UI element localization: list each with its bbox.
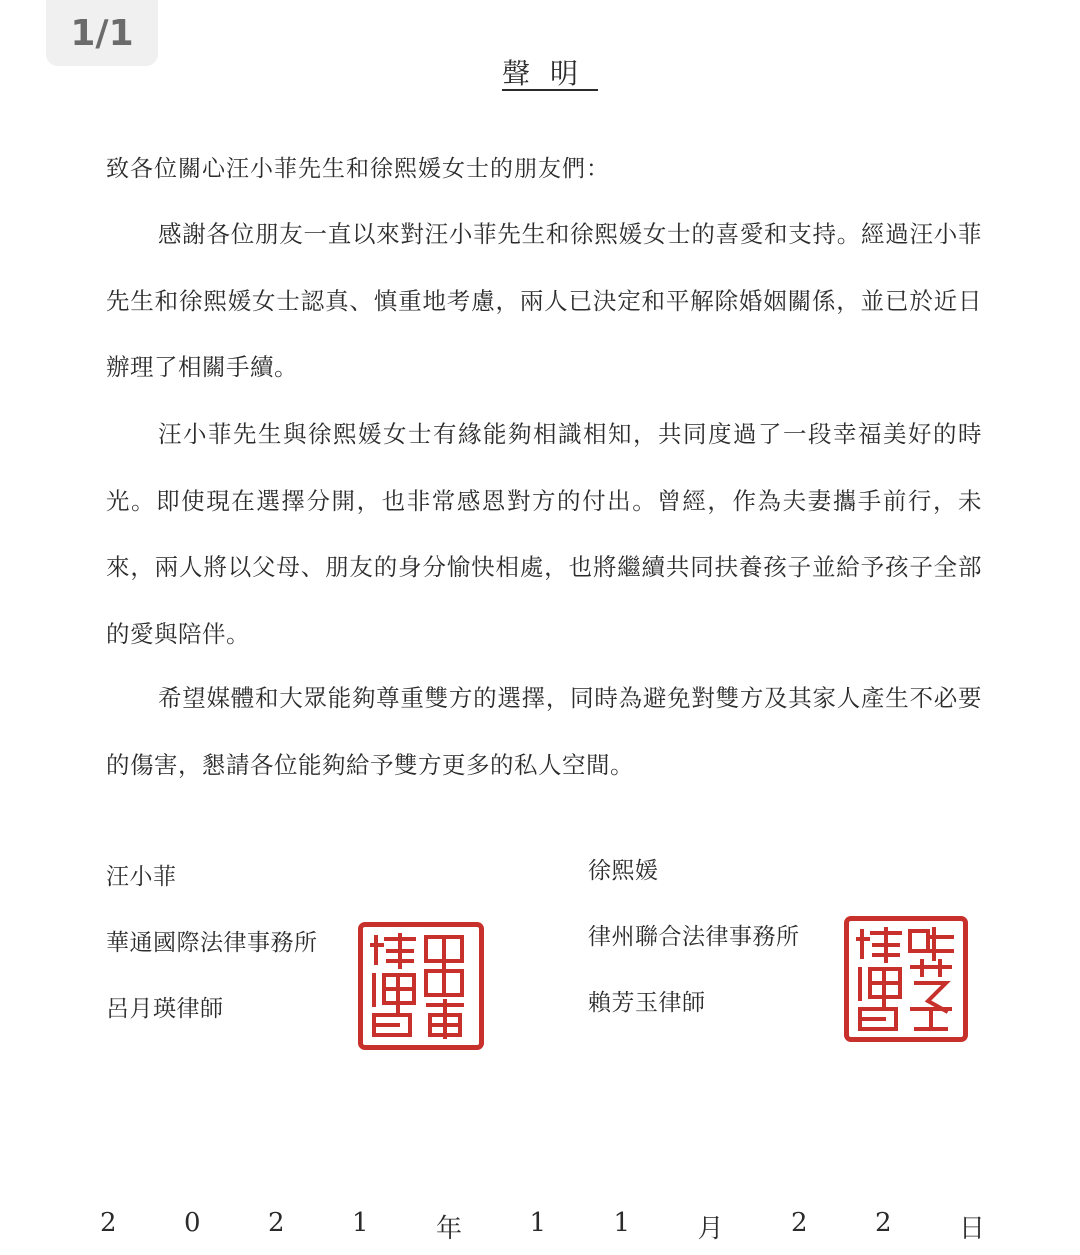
seal-right-glyphs (854, 925, 958, 1033)
date-char: 1 (352, 1208, 369, 1238)
paragraph-1: 感謝各位朋友一直以來對汪小菲先生和徐熙媛女士的喜愛和支持。經過汪小菲先生和徐熙媛女士認真、慎重地考慮，兩人已決定和平解除婚姻關係，並已於近日辦理了相關手續。 (106, 220, 982, 381)
date-char: 1 (529, 1208, 547, 1238)
date-char: 1 (613, 1208, 631, 1238)
seal-left-glyphs (368, 931, 474, 1041)
signatory-left-name: 汪小菲 (106, 864, 177, 890)
date-char: 2 (790, 1208, 808, 1238)
lawyer-right: 賴芳玉律師 (588, 990, 706, 1016)
lawyer-left: 呂月瑛律師 (106, 996, 224, 1022)
paragraph-3: 希望媒體和大眾能夠尊重雙方的選擇，同時為避免對雙方及其家人產生不必要的傷害，懇請各位能夠給予雙方更多的私人空間。 (106, 684, 982, 779)
law-firm-left: 華通國際法律事務所 (106, 930, 318, 956)
date-char: 2 (874, 1208, 892, 1238)
document-title (0, 52, 1080, 92)
seal-right (844, 916, 968, 1042)
page-counter: 1/1 (46, 0, 158, 66)
date-char: 0 (184, 1208, 201, 1238)
law-firm-right: 律州聯合法律事務所 (588, 924, 800, 950)
document-date (100, 1208, 985, 1245)
date-char: 2 (268, 1208, 285, 1238)
greeting: 致各位關心汪小菲先生和徐熙媛女士的朋友們： (106, 156, 610, 182)
date-char: 日 (958, 1214, 985, 1244)
date-char: 年 (436, 1214, 463, 1244)
document-title-text: 聲明 (501, 57, 598, 90)
date-char: 月 (697, 1214, 724, 1244)
seal-left (358, 922, 484, 1050)
paragraph-2: 汪小菲先生與徐熙媛女士有緣能夠相識相知，共同度過了一段幸福美好的時光。即使現在選擇分開，也非常感恩對方的付出。曾經，作為夫妻攜手前行，未來，兩人將以父母、朋友的身分愉快相處，也將繼續共同扶養孩子並給予孩子全部的愛與陪伴。 (106, 420, 982, 648)
signatory-right-name: 徐熙媛 (588, 858, 659, 884)
date-char: 2 (100, 1208, 117, 1238)
